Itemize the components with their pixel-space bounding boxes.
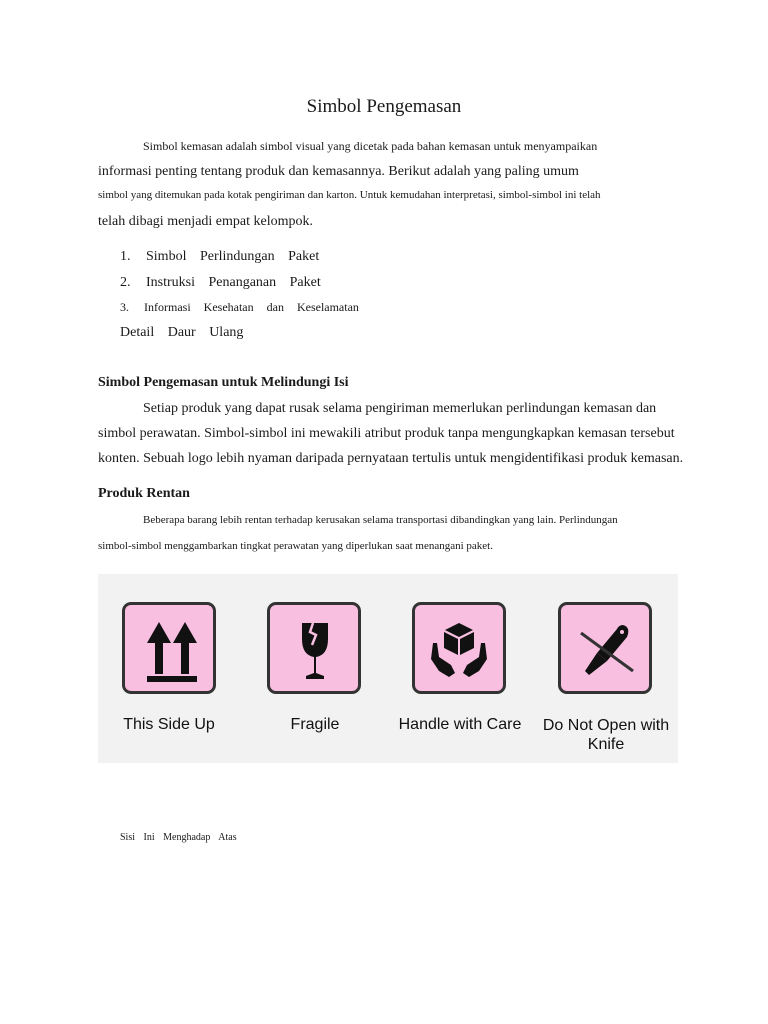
- list-number: 3.: [120, 300, 129, 314]
- list-text: Instruksi Penanganan Paket: [146, 275, 321, 290]
- symbol-fragile: [267, 602, 361, 694]
- page-title: Simbol Pengemasan: [306, 96, 462, 117]
- list-item: [120, 249, 319, 265]
- symbol-label: This Side Up: [123, 716, 215, 733]
- section2-line-2: simbol-simbol menggambarkan tingkat perawatan yang diperlukan saat menangani paket.: [98, 540, 493, 552]
- section1-line-1: Setiap produk yang dapat rusak selama pengiriman memerlukan perlindungan kemasan dan: [143, 401, 657, 416]
- list-number: 2.: [120, 275, 131, 290]
- symbol-label: Do Not Open with Knife: [542, 717, 670, 753]
- symbol-handle-with-care: [412, 602, 506, 694]
- section1-line-2: simbol perawatan. Simbol-simbol ini mewakili atribut produk tanpa mengungkapkan kemasan tersebut: [98, 426, 675, 441]
- section1-line-3: konten. Sebuah logo lebih nyaman daripada pernyataan tertulis untuk mengidentifikasi produk kemasan.: [98, 451, 684, 466]
- section-heading-fragile: Produk Rentan: [98, 486, 190, 501]
- symbol-label: Handle with Care: [398, 716, 522, 733]
- list-item: [120, 300, 359, 315]
- list-item: [120, 275, 321, 291]
- symbol-do-not-open-with-knife: [558, 602, 652, 694]
- figure-caption: Sisi Ini Menghadap Atas: [120, 832, 237, 843]
- hands-box-icon: [415, 605, 503, 691]
- no-knife-icon: [561, 605, 649, 691]
- symbols-figure: [98, 574, 678, 763]
- arrows-up-icon: [125, 605, 213, 691]
- list-number: 1.: [120, 249, 131, 264]
- broken-glass-icon: [270, 605, 358, 691]
- intro-line-2: informasi penting tentang produk dan kemasannya. Berikut adalah yang paling umum: [98, 164, 579, 179]
- symbol-label: Fragile: [290, 716, 340, 733]
- list-text: Informasi Kesehatan dan Keselamatan: [144, 300, 359, 314]
- section-heading-protect: Simbol Pengemasan untuk Melindungi Isi: [98, 375, 349, 390]
- list-continuation: Detail Daur Ulang: [120, 325, 244, 340]
- section2-line-1: Beberapa barang lebih rentan terhadap kerusakan selama transportasi dibandingkan yang lain. Perlindungan: [143, 514, 618, 526]
- symbol-this-side-up: [122, 602, 216, 694]
- intro-line-4: telah dibagi menjadi empat kelompok.: [98, 214, 313, 229]
- intro-line-3: simbol yang ditemukan pada kotak pengiriman dan karton. Untuk kemudahan interpretasi, simbol-simbol ini telah: [98, 189, 601, 201]
- list-text: Simbol Perlindungan Paket: [146, 249, 320, 264]
- intro-line-1: Simbol kemasan adalah simbol visual yang dicetak pada bahan kemasan untuk menyampaikan: [143, 139, 598, 153]
